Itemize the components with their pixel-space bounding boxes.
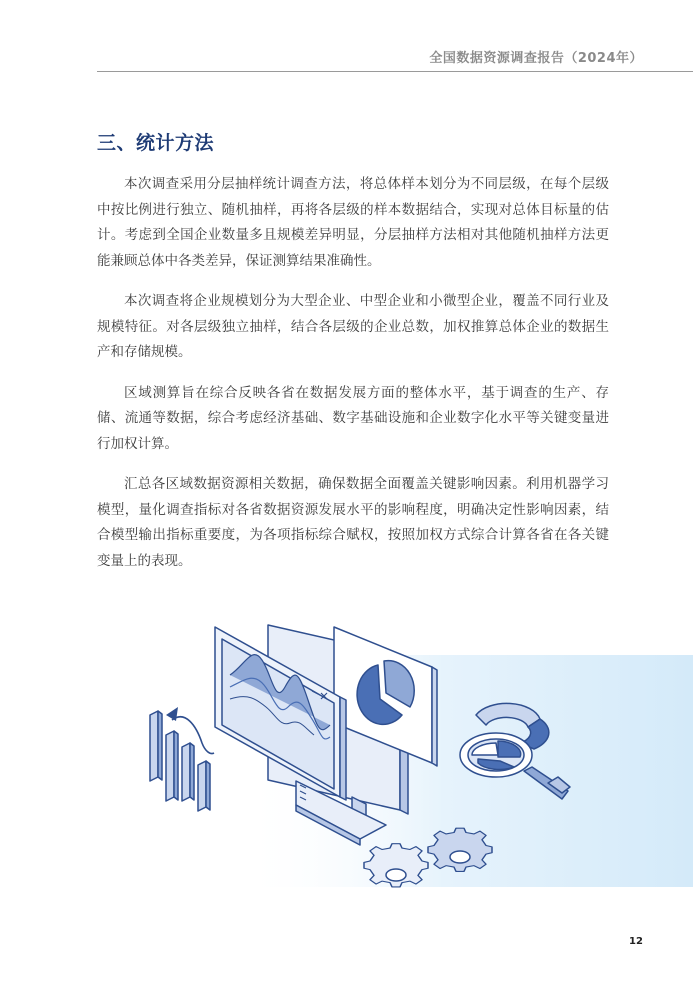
header-divider: [97, 71, 693, 72]
paragraph-2: 本次调查将企业规模划分为大型企业、中型企业和小微型企业，覆盖不同行业及规模特征。对各层级独立抽样，结合各层级的企业总数，加权推算总体企业的数据生产和存储规模。: [97, 293, 609, 360]
page-number: 12: [629, 936, 643, 947]
section-title: 三、统计方法: [97, 132, 215, 154]
paragraph-4: 汇总各区域数据资源相关数据，确保数据全面覆盖关键影响因素。利用机器学习模型，量化调查指标对各省数据资源发展水平的影响程度，明确决定性影响因素，结合模型输出指标重要度，为各项指标综合赋权，按照加权方式综合计算各省在各关键变量上的表现。: [97, 476, 609, 569]
gear-icon: [428, 828, 492, 871]
data-analysis-illustration: [0, 615, 693, 905]
report-header-title: 全国数据资源调查报告（2024年）: [429, 51, 643, 66]
bar-chart-icon: [150, 711, 210, 811]
body-text: [97, 172, 609, 589]
gear-small-icon: [364, 844, 428, 887]
paragraph-1: 本次调查采用分层抽样统计调查方法，将总体样本划分为不同层级，在每个层级中按比例进行独立、随机抽样，再将各层级的样本数据结合，实现对总体目标量的估计。考虑到全国企业数量多且规模差异明显，分层抽样方法相对其他随机抽样方法更能兼顾总体中各类差异，保证测算结果准确性。: [97, 176, 609, 269]
paragraph-3: 区域测算旨在综合反映各省在数据发展方面的整体水平，基于调查的生产、存储、流通等数据，综合考虑经济基础、数字基础设施和企业数字化水平等关键变量进行加权计算。: [97, 384, 609, 452]
